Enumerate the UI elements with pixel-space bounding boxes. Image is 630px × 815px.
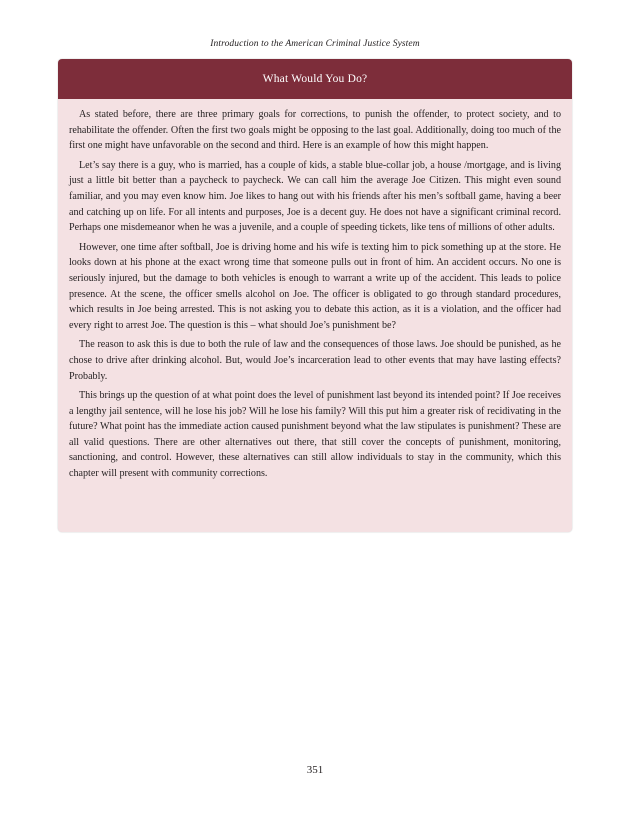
box-body — [58, 99, 572, 482]
box-paragraph-1: As stated before, there are three primary goals for corrections, to punish the offender, to protect society, and to rehabilitate the offender. Often the first two goals might be opposing to the last goal. Additionally, doing too much of the first one might have unfavorable on the second and third. Here is an example of how this might happen. — [69, 109, 561, 152]
page-number: 351 — [306, 764, 324, 776]
box-paragraph-4: The reason to ask this is due to both the rule of law and the consequences of those laws. Joe should be punished, as he chose to drive after drinking alcohol. But, would Joe’s incarceration lead to other events that may have lasting effects? Probably. — [69, 339, 561, 382]
box-paragraph-2: Let’s say there is a guy, who is married, has a couple of kids, a stable blue-collar job, a house /mortgage, and is living just a little bit better than a paycheck to paycheck. We can call him the average Joe Citizen. This might even sound familiar, and you may even know him. Joe likes to hang out with his friends after his men’s softball game, having a beer and catching up on life. For all intents and purposes, Joe is a decent guy. He does not have a significant criminal record. Perhaps one misdemeanor when he was a juvenile, and a couple of speeding tickets, like tens of millions of other adults. — [69, 159, 561, 234]
box-paragraph-5: This brings up the question of at what point does the level of punishment last beyond its intended point? If Joe receives a lengthy jail sentence, will he lose his job? Will he lose his family? Will this put him a greater risk of recidivating in the future? What point has the immediate action caused punishment beyond what the law stipulates is punishment? These are all valid questions. There are other alternatives out there, that still cover the concepts of punishment, monitoring, sanctioning, and control. However, these alternatives can still allow individuals to stay in the community, which this chapter will present with community corrections. — [69, 390, 561, 480]
what-would-you-do-box — [58, 59, 572, 532]
box-title: What Would You Do? — [58, 59, 572, 99]
box-paragraph-3: However, one time after softball, Joe is driving home and his wife is texting him to pick something up at the store. He looks down at his phone at the exact wrong time that someone pulls out in front of him. An accident occurs. No one is seriously injured, but the damage to both vehicles is enough to warrant a write up of the accident. This leads to police presence. At the scene, the officer smells alcohol on Joe. The officer is obligated to go through standard procedures, which results in Joe being arrested. This is not asking you to debate this action, as it is a violation, and the officer had every right to arrest Joe. The question is this – what should Joe’s punishment be? — [69, 241, 561, 331]
running-header: Introduction to the American Criminal Justice System — [210, 39, 420, 49]
